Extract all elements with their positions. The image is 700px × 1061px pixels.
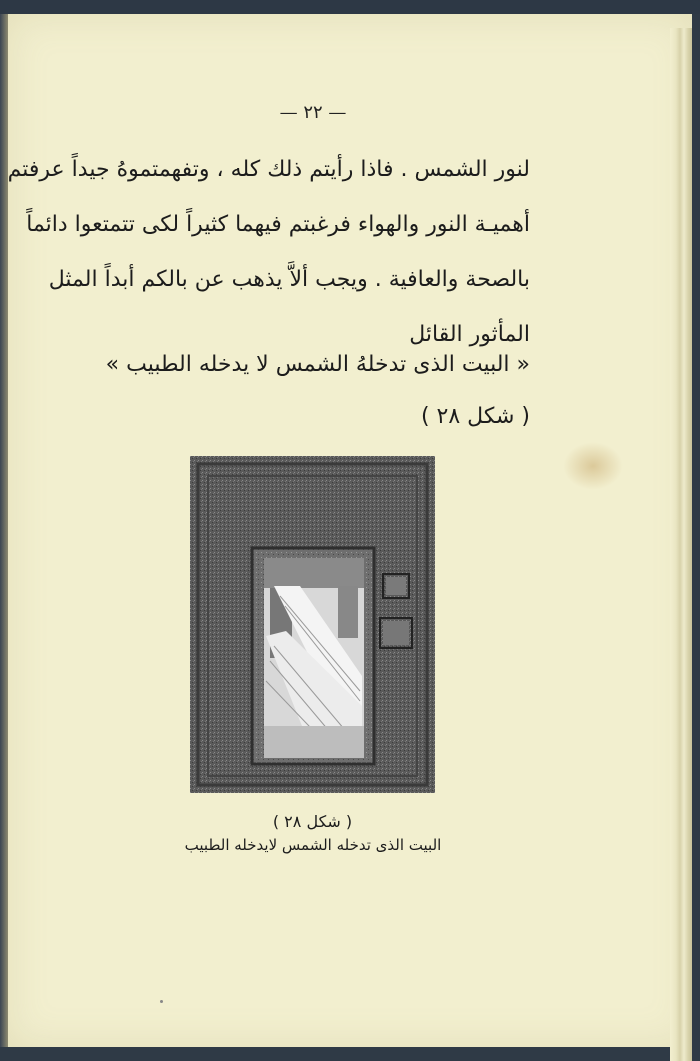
body-line-1: لنور الشمس . فاذا رأيتم ذلك كله ، وتفهمتموهُ جيداً عرفتم — [7, 157, 530, 182]
figure-reference: ( شكل ٢٨ ) — [420, 404, 530, 429]
paper-stain — [563, 442, 623, 490]
page-number: — ٢٢ — — [279, 102, 347, 123]
page-left-edge — [0, 14, 8, 1047]
body-line-4: المأثور القائل — [409, 322, 530, 347]
figure-caption-number: ( شكل ٢٨ ) — [272, 812, 353, 831]
figure-caption-text: البيت الذى تدخله الشمس لايدخله الطبيب — [184, 836, 442, 854]
sunlit-room-engraving — [190, 456, 435, 793]
scan-top-border — [0, 0, 700, 14]
book-page — [8, 14, 692, 1047]
body-paragraph — [7, 142, 530, 362]
ink-dot — [160, 1000, 163, 1003]
page-right-edge — [670, 28, 692, 1061]
body-line-2: أهميـة النور والهواء فرغبتم فيهما كثيراً لكى تتمتعوا دائماً — [26, 212, 530, 237]
proverb-quote: « البيت الذى تدخلهُ الشمس لا يدخله الطبيب » — [105, 352, 530, 377]
figure-illustration — [190, 456, 435, 793]
body-line-3: بالصحة والعافية . ويجب ألاَّ يذهب عن بالكم أبداً المثل — [48, 267, 530, 292]
